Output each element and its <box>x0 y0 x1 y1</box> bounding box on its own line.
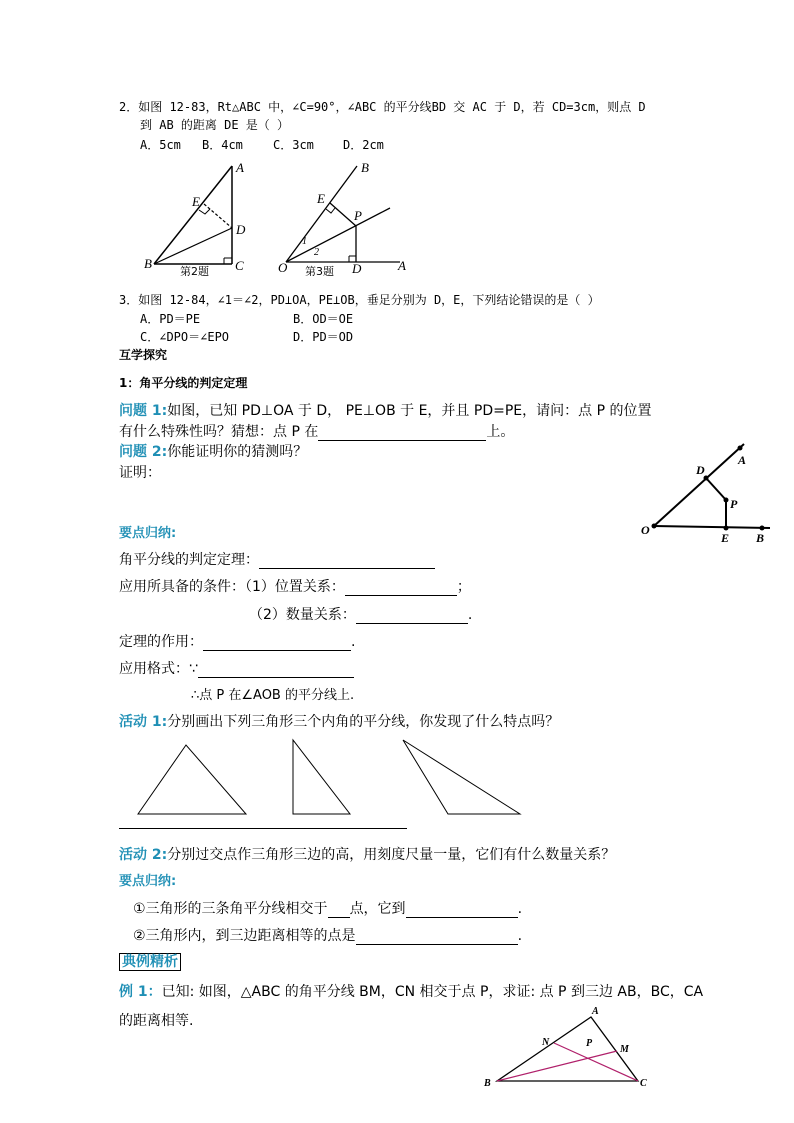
problem2-tag: 问题 2: <box>119 444 168 460</box>
activity2-line <box>119 844 615 864</box>
conditions-label: 应用所具备的条件：（1）位置关系： <box>119 579 345 595</box>
format-line <box>119 658 354 678</box>
label-p: P <box>730 497 738 511</box>
q3-line1: 3．如图 12-84，∠1＝∠2，PD⊥OA，PE⊥OB，垂足分别为 D，E，下列结论错误的是（ ） <box>119 293 600 307</box>
section-title: 互学探究 <box>119 348 168 362</box>
role-line <box>119 631 355 651</box>
role-end: . <box>351 634 356 650</box>
figure-angle-aob <box>636 436 776 546</box>
caption-fig2: 第2题 <box>180 265 209 276</box>
activity2-text: 分别过交点作三角形三边的高，用刻度尺量一量，它们有什么数量关系？ <box>167 847 616 863</box>
problem1-text1: 如图，已知 PD⊥OA 于 D， PE⊥OB 于 E，并且 PD=PE，请问：点 P 的位置 <box>167 403 652 419</box>
role-label: 定理的作用： <box>119 634 203 650</box>
problem1-tag: 问题 1: <box>119 403 168 419</box>
label-p: P <box>354 208 362 223</box>
label-p: P <box>586 1038 593 1049</box>
summary2-item2 <box>133 925 522 945</box>
ray-ob <box>286 166 357 262</box>
label-b: B <box>144 256 152 271</box>
figure-example1 <box>478 1000 658 1095</box>
activity1-line <box>119 711 559 731</box>
q2-option-d: D．2cm <box>343 138 384 152</box>
conditions-line <box>119 576 471 596</box>
ray-ob <box>654 526 770 528</box>
q2-option-a: A．5cm <box>140 138 181 152</box>
problem1-line2 <box>119 421 514 441</box>
conditions-end: ； <box>456 579 471 595</box>
q2-option-c: C．3cm <box>273 138 314 152</box>
label-d: D <box>696 463 705 477</box>
problem2-line <box>119 441 307 461</box>
activity1-text: 分别画出下列三角形三个内角的平分线，你发现了什么特点吗？ <box>167 714 560 730</box>
label-e: E <box>721 531 730 545</box>
example1-tag: 例 1： <box>119 984 162 1000</box>
conditions2-end: . <box>467 607 473 623</box>
label-e: E <box>192 194 200 209</box>
item1-blank2[interactable] <box>406 903 518 918</box>
side-ab <box>154 166 232 264</box>
bisector-bm <box>497 1051 617 1081</box>
label-d: D <box>352 261 362 276</box>
label-a: A <box>398 258 406 273</box>
label-o: O <box>641 523 650 537</box>
item1-blank1[interactable] <box>328 903 350 918</box>
example1-line1 <box>119 981 703 1001</box>
problem1-text2a: 有什么特殊性吗？猜想：点 P 在 <box>119 424 319 440</box>
conditions2-label: （2）数量关系： <box>249 607 356 623</box>
figure-q2 <box>140 158 250 276</box>
perpendicular-pe <box>330 203 356 226</box>
proof-label: 证明： <box>119 465 161 481</box>
format-blank[interactable] <box>198 663 354 678</box>
label-d: D <box>236 222 246 237</box>
example-section-label: 典例精析 <box>119 953 181 971</box>
q3-option-c: C．∠DPO＝∠EPO <box>140 330 230 344</box>
summary2-tag: 要点归纳: <box>119 874 177 889</box>
triangle-obtuse <box>403 740 520 814</box>
ray-oa <box>654 444 747 526</box>
label-c: C <box>235 258 244 273</box>
perpendicular-de <box>204 204 232 228</box>
label-e: E <box>317 191 325 206</box>
position-blank[interactable] <box>345 581 457 596</box>
theorem-label: 角平分线的判定定理： <box>119 552 259 568</box>
triangles-activity1 <box>130 735 530 820</box>
answer-line[interactable] <box>119 828 407 829</box>
label-b: B <box>484 1078 491 1089</box>
conditions2-line <box>249 604 472 624</box>
angle-1: 1 <box>302 236 307 247</box>
problem1-text2b: 上。 <box>486 424 515 440</box>
summary1-tag: 要点归纳: <box>119 526 177 541</box>
item2-text-b: . <box>517 928 523 944</box>
label-b: B <box>361 160 369 175</box>
subsection-title: 1：角平分线的判定定理 <box>119 376 248 390</box>
example1-line2: 的距离相等. <box>119 1013 194 1029</box>
theorem-blank[interactable] <box>259 554 435 569</box>
format-conclusion: ∴点 P 在∠AOB 的平分线上. <box>191 688 355 703</box>
role-blank[interactable] <box>203 636 351 651</box>
quantity-blank[interactable] <box>356 609 468 624</box>
q2-line1: 2．如图 12-83，Rt△ABC 中，∠C=90°，∠ABC 的平分线BD 交 AC 于 D，若 CD=3cm，则点 D <box>119 100 646 114</box>
q3-option-b: B．OD＝OE <box>293 312 354 326</box>
caption-fig3: 第3题 <box>305 265 334 276</box>
item2-text-a: ②三角形内，到三边距离相等的点是 <box>133 928 356 944</box>
example1-text1: 已知: 如图，△ABC 的角平分线 BM，CN 相交于点 P，求证: 点 P 到三边 AB，BC，CA <box>161 984 704 1000</box>
label-b: B <box>756 531 765 545</box>
q3-option-a: A．PD＝PE <box>140 312 201 326</box>
answer-blank[interactable] <box>318 426 486 441</box>
label-a: A <box>592 1006 599 1017</box>
item1-text-c: . <box>517 901 523 917</box>
format-label: 应用格式：∵ <box>119 661 198 677</box>
q2-option-b: B．4cm <box>202 138 243 152</box>
item1-text-b: 点，它到 <box>349 901 406 917</box>
label-o: O <box>278 260 288 275</box>
figure-q3 <box>272 158 417 276</box>
label-n: N <box>542 1037 550 1048</box>
q2-line2: 到 AB 的距离 DE 是（ ） <box>140 118 290 132</box>
summary2-item1 <box>133 898 522 918</box>
segment-dp <box>706 478 726 500</box>
problem2-text: 你能证明你的猜测吗？ <box>167 444 308 460</box>
example-section-title <box>119 951 181 971</box>
q3-option-d: D．PD＝OD <box>293 330 354 344</box>
label-m: M <box>620 1044 629 1055</box>
label-a: A <box>236 160 244 175</box>
triangle-acute <box>138 745 246 814</box>
theorem-line <box>119 549 435 569</box>
activity2-tag: 活动 2: <box>119 847 168 863</box>
bisector-bd <box>154 228 232 264</box>
bisector-op <box>286 208 390 262</box>
problem1-line1 <box>119 400 651 420</box>
label-a: A <box>738 453 747 467</box>
triangle-right <box>293 740 350 814</box>
activity1-tag: 活动 1: <box>119 714 168 730</box>
label-c: C <box>640 1078 647 1089</box>
angle-2: 2 <box>314 247 319 258</box>
item1-text-a: ①三角形的三条角平分线相交于 <box>133 901 328 917</box>
item2-blank[interactable] <box>356 930 518 945</box>
